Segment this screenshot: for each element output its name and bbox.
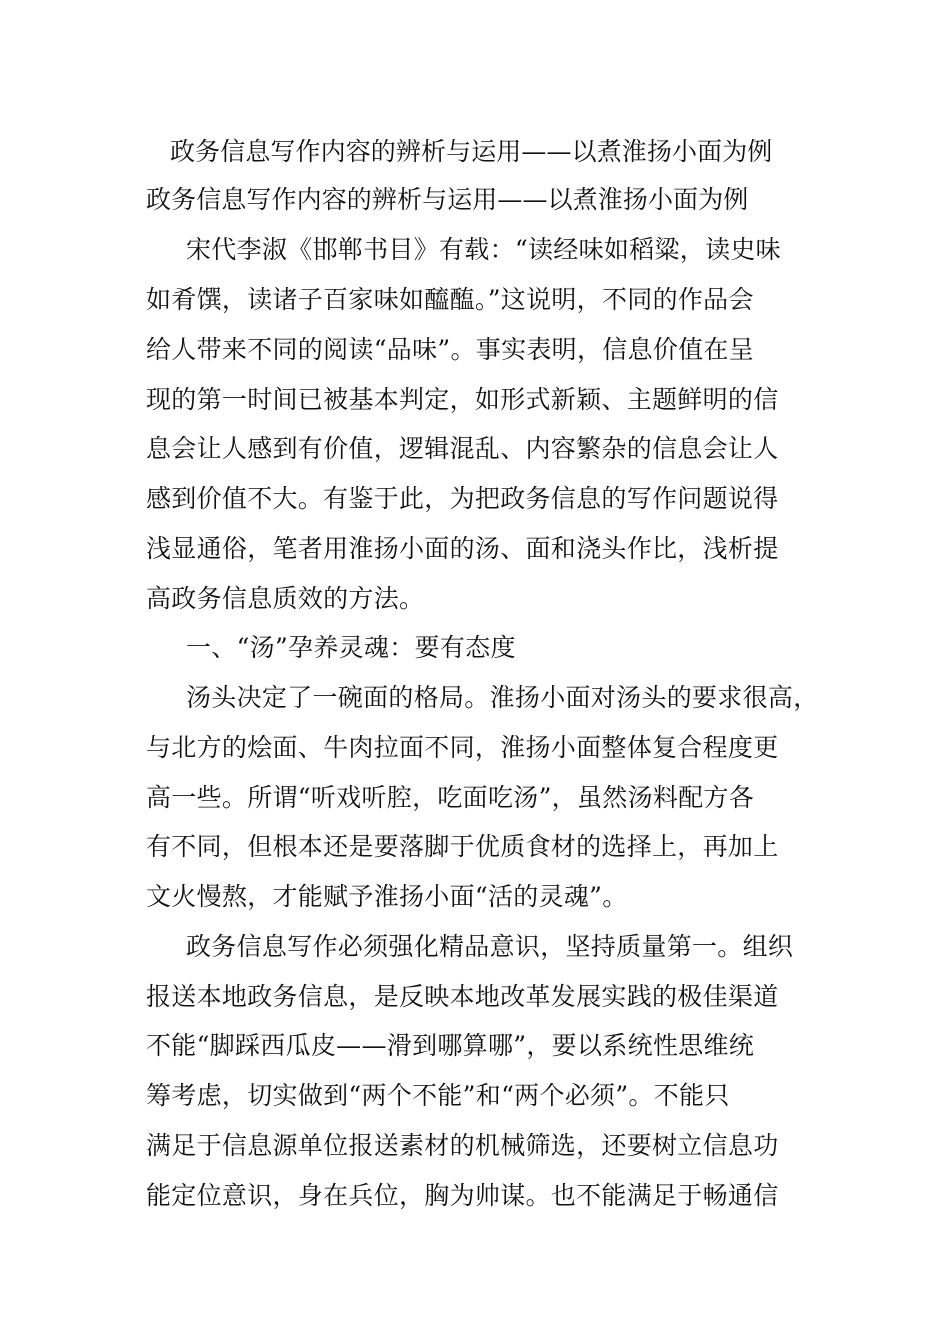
document-title-repeat: 政务信息写作内容的辨析与运用——以煮淮扬小面为例: [146, 185, 749, 214]
document-title: 政务信息写作内容的辨析与运用——以煮淮扬小面为例: [170, 137, 773, 166]
paragraph-line: 现的第一时间已被基本判定，如形式新颖、主题鲜明的信: [146, 385, 779, 414]
paragraph-line: 政务信息写作必须强化精品意识，坚持质量第一。组织: [186, 932, 794, 961]
paragraph-line: 如肴馔，读诸子百家味如醯醢。”这说明，不同的作品会: [146, 285, 754, 314]
section-heading: 一、“汤”孕养灵魂：要有态度: [186, 633, 516, 662]
paragraph-line: 文火慢熬，才能赋予淮扬小面“活的灵魂”。: [146, 882, 628, 911]
paragraph-line: 汤头决定了一碗面的格局。淮扬小面对汤头的要求很高，: [186, 683, 819, 712]
paragraph-line: 感到价值不大。有鉴于此，为把政务信息的写作问题说得: [146, 484, 779, 513]
paragraph-line: 有不同，但根本还是要落脚于优质食材的选择上，再加上: [146, 832, 779, 861]
paragraph-line: 浅显通俗，笔者用淮扬小面的汤、面和浇头作比，浅析提: [146, 534, 779, 563]
paragraph-line: 高一些。所谓“听戏听腔，吃面吃汤”，虽然汤料配方各: [146, 783, 755, 812]
paragraph-line: 筹考虑，切实做到“两个不能”和“两个必须”。不能只: [146, 1081, 730, 1110]
paragraph-line: 报送本地政务信息，是反映本地改革发展实践的极佳渠道: [146, 982, 779, 1011]
paragraph-line: 满足于信息源单位报送素材的机械筛选，还要树立信息功: [146, 1131, 779, 1160]
paragraph-line: 息会让人感到有价值，逻辑混乱、内容繁杂的信息会让人: [146, 434, 779, 463]
paragraph-line: 宋代李淑《邯郸书目》有载：“读经味如稻粱，读史味: [186, 235, 781, 264]
paragraph-line: 与北方的烩面、牛肉拉面不同，淮扬小面整体复合程度更: [146, 733, 779, 762]
paragraph-line: 不能“脚踩西瓜皮——滑到哪算哪”，要以系统性思维统: [146, 1031, 755, 1060]
paragraph-line: 给人带来不同的阅读“品味”。事实表明，信息价值在呈: [146, 335, 755, 364]
paragraph-line: 能定位意识，身在兵位，胸为帅谋。也不能满足于畅通信: [146, 1181, 779, 1210]
paragraph-line: 高政务信息质效的方法。: [146, 584, 425, 613]
